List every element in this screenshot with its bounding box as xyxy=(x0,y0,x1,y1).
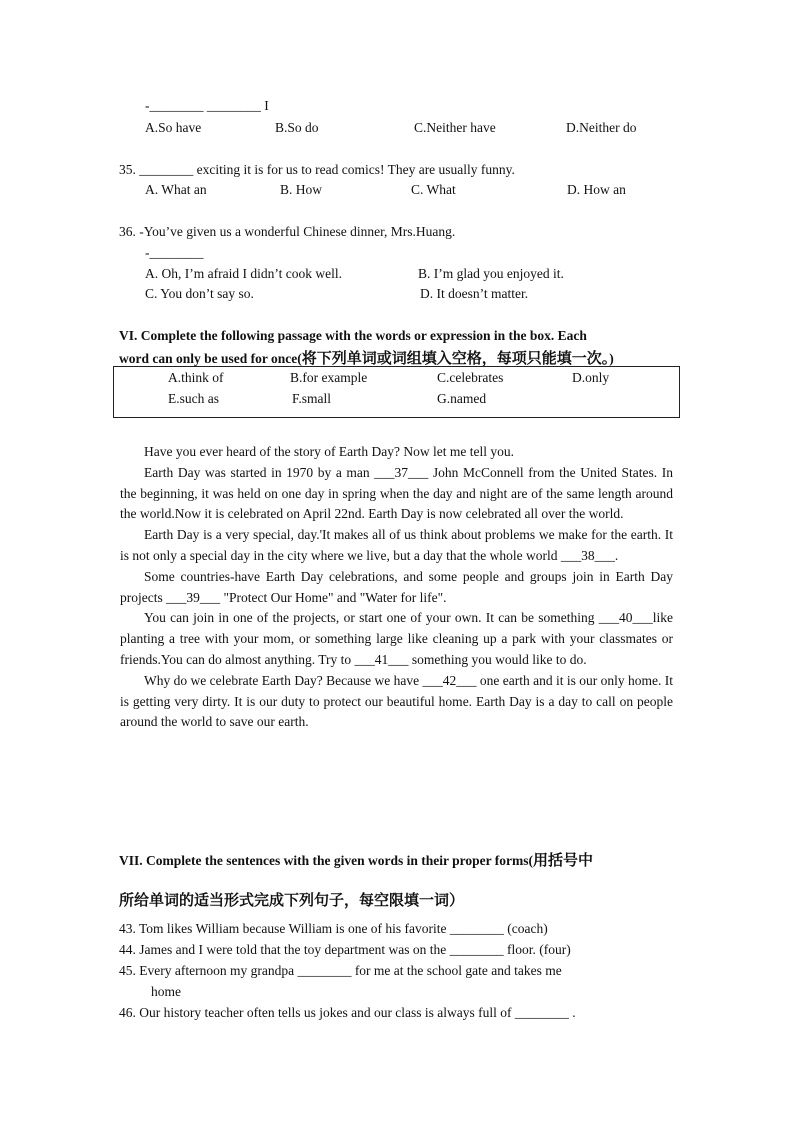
q44: 44. James and I were told that the toy department was on the ________ floor. (four) xyxy=(119,942,571,957)
q35-option-c: C. What xyxy=(411,182,456,197)
passage-paragraph: Earth Day is a very special, day.'It makes all of us think about problems we make for the earth. It is not only a special day in the city where we live, but a day that the whole world ___38___. xyxy=(120,527,673,563)
section6-heading-line1: VI. Complete the following passage with the words or expression in the box. Each xyxy=(119,328,587,343)
passage-paragraph: Have you ever heard of the story of Earth Day? Now let me tell you. xyxy=(144,444,514,459)
box-item-b: B.for example xyxy=(290,370,368,385)
section7-heading-en: VII. Complete the sentences with the given words in their proper forms( xyxy=(119,853,533,868)
section6-heading-close: ) xyxy=(609,351,614,366)
q45-continuation: home xyxy=(151,984,181,999)
passage-paragraph: Some countries-have Earth Day celebrations, and some people and groups join in Earth Day projects ___39___ "Protect Our Home" and "Water for life". xyxy=(120,568,673,605)
q45: 45. Every afternoon my grandpa ________ for me at the school gate and takes me xyxy=(119,963,562,978)
box-item-d: D.only xyxy=(572,370,610,385)
q43: 43. Tom likes William because William is one of his favorite ________ (coach) xyxy=(119,921,548,936)
q35-option-a: A. What an xyxy=(145,182,207,197)
q34-option-a: A.So have xyxy=(145,120,202,135)
q35-stem: 35. ________ exciting it is for us to read comics! They are usually funny. xyxy=(119,162,515,177)
q46: 46. Our history teacher often tells us jokes and our class is always full of ________ . xyxy=(119,1005,576,1020)
section7-heading-line1 xyxy=(119,849,593,870)
q36-option-c: C. You don’t say so. xyxy=(145,286,254,301)
box-item-a: A.think of xyxy=(168,370,224,385)
q34-option-c: C.Neither have xyxy=(414,120,496,135)
box-item-e: E.such as xyxy=(168,391,219,406)
section6-heading-line2 xyxy=(119,347,614,368)
box-item-c: C.celebrates xyxy=(437,370,504,385)
passage-paragraph: You can join in one of the projects, or start one of your own. It can be something ___40___like planting a tree with your mom, or something large like cleaning up a park with your classmates or friends.You can do almost anything. Try to ___41___ something you would like to do. xyxy=(120,610,673,667)
box-item-g: G.named xyxy=(437,391,487,406)
section7-heading-cn-1: 用括号中 xyxy=(532,851,593,869)
passage xyxy=(120,442,673,733)
section6-heading-en: word can only be used for once( xyxy=(119,351,302,366)
q34-option-b: B.So do xyxy=(275,120,319,135)
q36-stem: 36. -You’ve given us a wonderful Chinese dinner, Mrs.Huang. xyxy=(119,224,456,239)
q36-reply: -________ xyxy=(145,245,204,260)
passage-paragraph: Why do we celebrate Earth Day? Because we have ___42___ one earth and it is our only home. It is getting very dirty. It is our duty to protect our beautiful home. Earth Day is a day to call on people around the world to save our earth. xyxy=(120,672,673,730)
q36-option-a: A. Oh, I’m afraid I didn’t cook well. xyxy=(145,266,342,281)
q34-dialog-line: -________ ________ I xyxy=(145,98,269,113)
q35-option-d: D. How an xyxy=(567,182,626,197)
section6-heading-cn: 将下列单词或词组填入空格，每项只能填一次。 xyxy=(301,349,610,367)
section7-heading-line2: 所给单词的适当形式完成下列句子，每空限填一词） xyxy=(119,891,465,909)
q36-option-b: B. I’m glad you enjoyed it. xyxy=(418,266,564,281)
passage-paragraph: Earth Day was started in 1970 by a man ___37___ John McConnell from the United States. In the beginning, it was held on one day in spring when the day and night are of the same length around the world.Now it is celebrated on April 22nd. Earth Day is now celebrated all over the world. xyxy=(120,464,673,522)
q34-option-d: D.Neither do xyxy=(566,120,637,135)
box-item-f: F.small xyxy=(292,391,332,406)
q36-option-d: D. It doesn’t matter. xyxy=(420,286,529,301)
q35-option-b: B. How xyxy=(280,182,323,197)
